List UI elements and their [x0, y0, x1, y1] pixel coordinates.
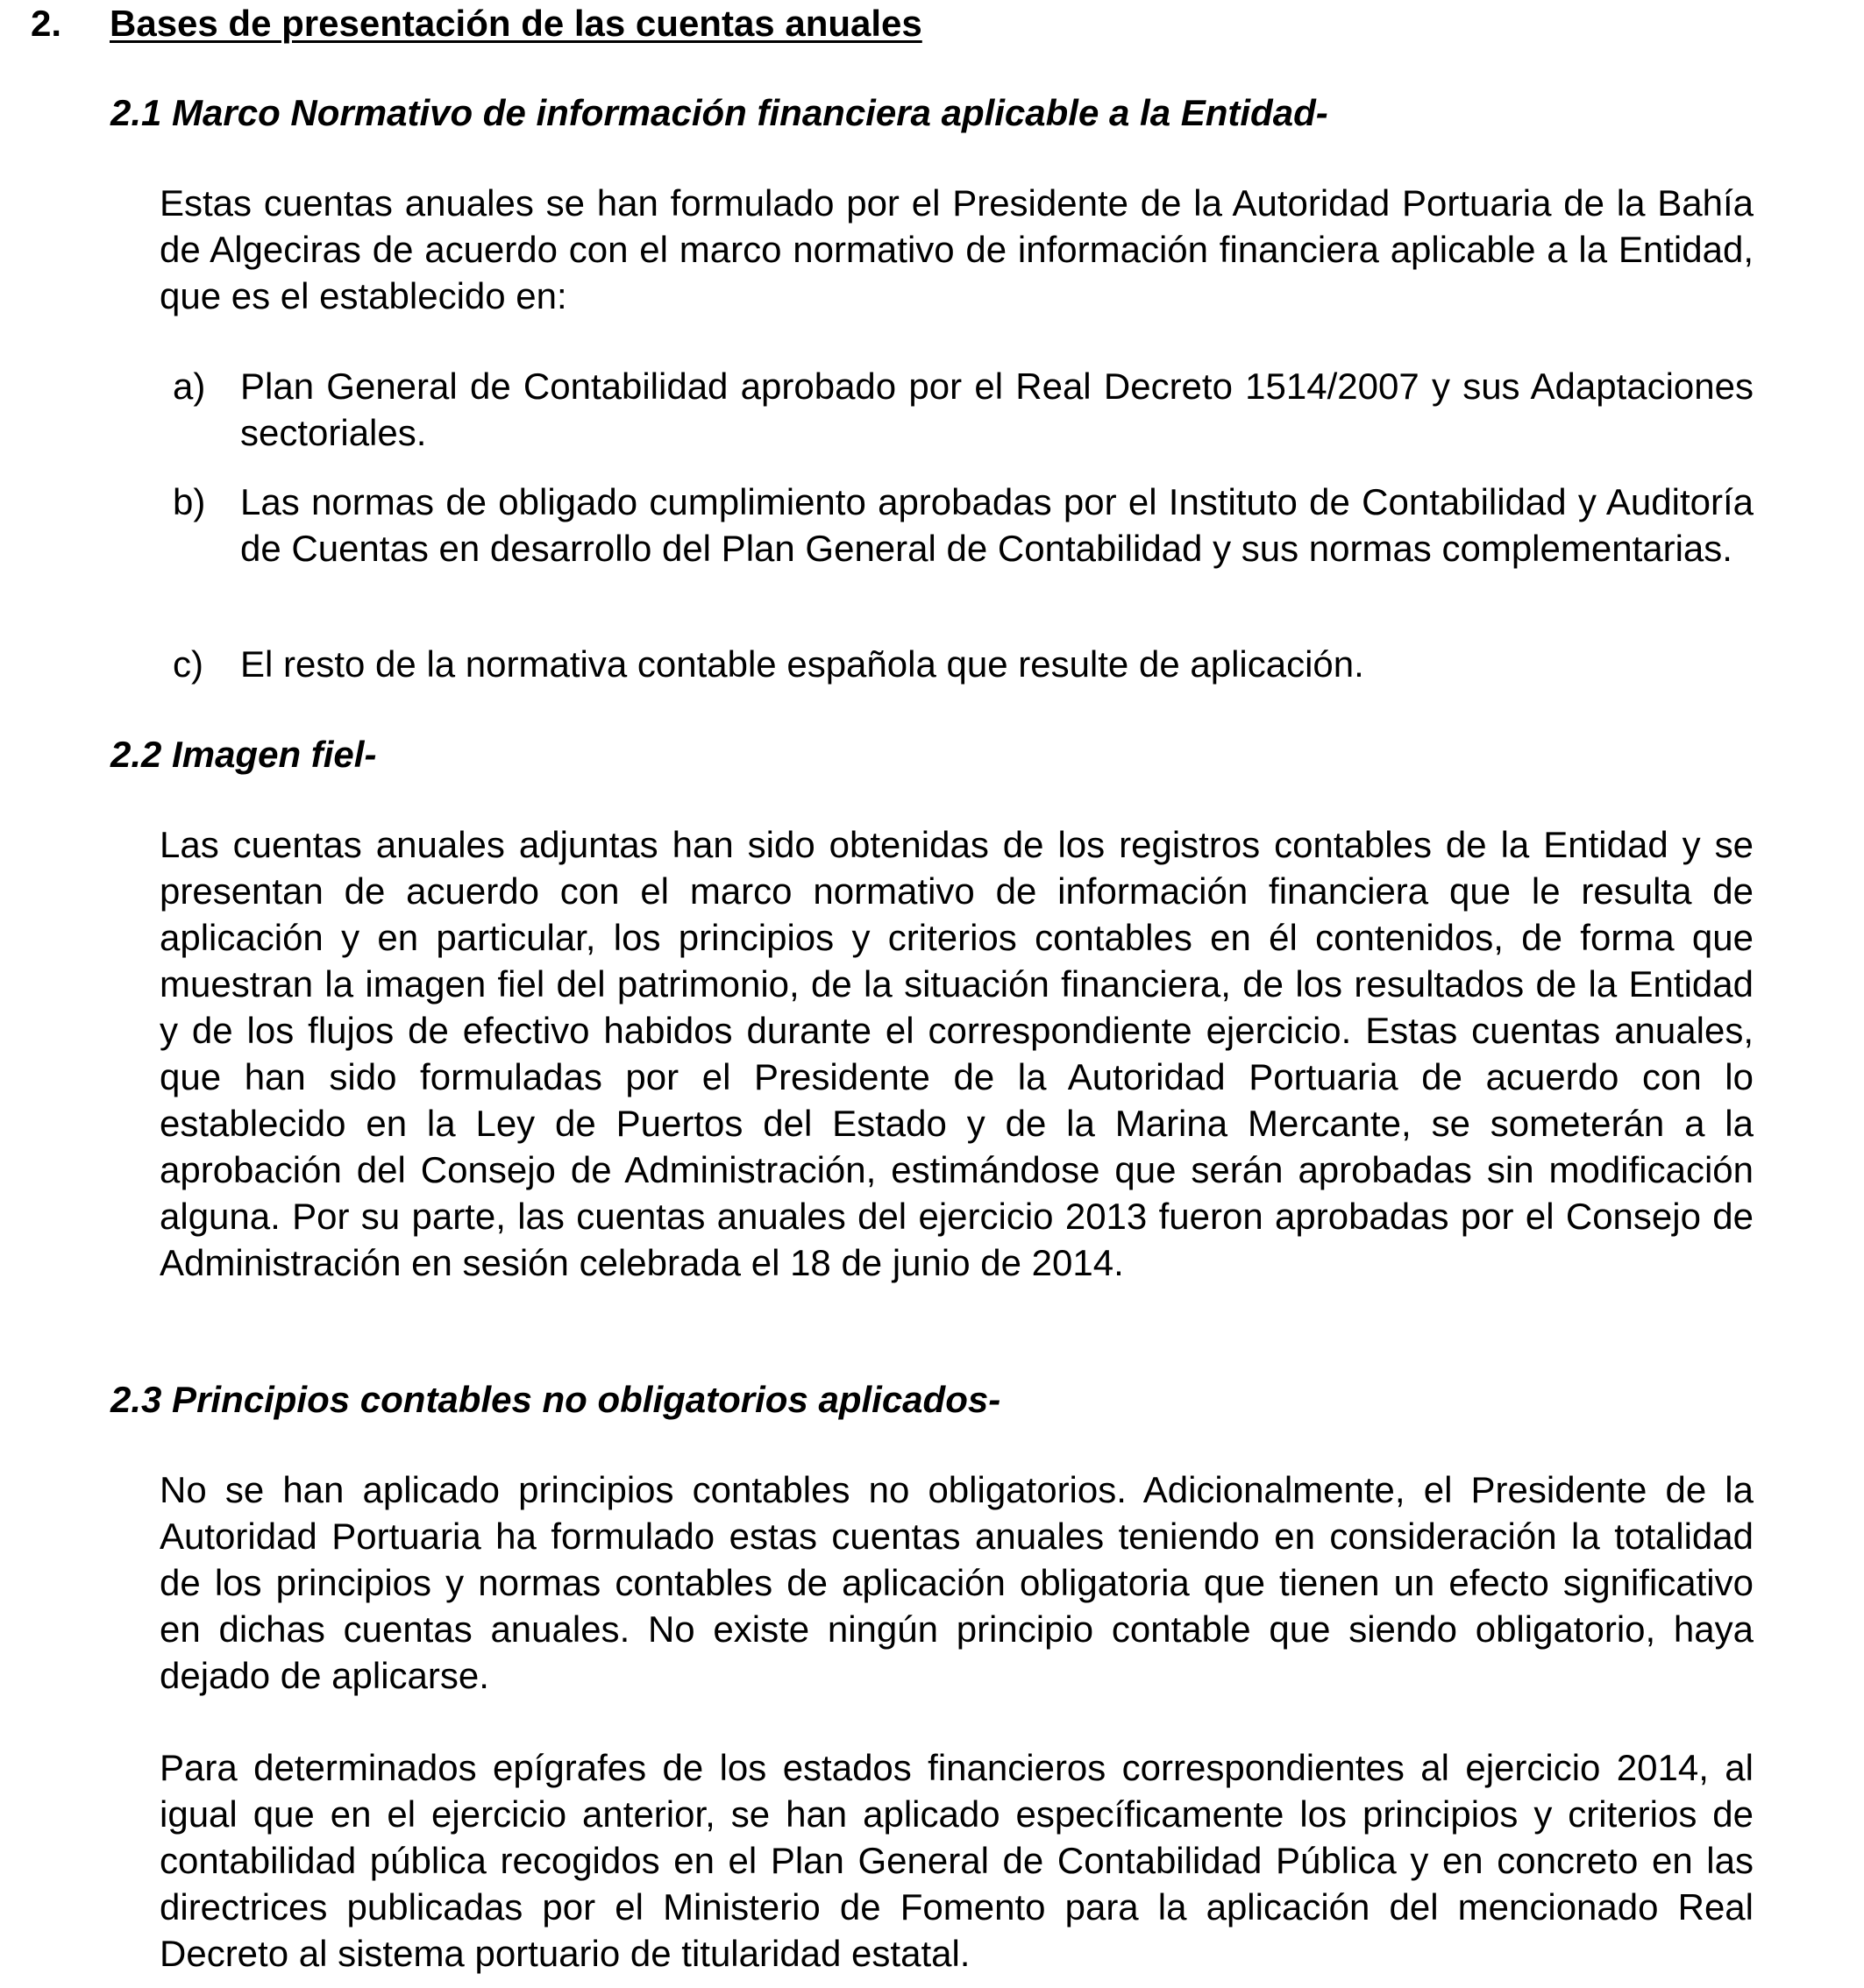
- subsection-heading-2-2: 2.2 Imagen fiel-: [110, 734, 377, 775]
- list-item-c: [173, 641, 1754, 687]
- list-item-b: [173, 479, 1754, 572]
- list-text-c: El resto de la normativa contable española que resulte de aplicación.: [240, 643, 1364, 685]
- section-title-text: Bases de presentación de las cuentas anuales: [110, 3, 922, 44]
- subsection-heading-2-3: 2.3 Principios contables no obligatorios aplicados-: [110, 1379, 1001, 1420]
- section-title: [31, 0, 922, 47]
- paragraph-principios-2: Para determinados epígrafes de los estados financieros correspondientes al ejercicio 2014, al igual que en el ejercicio anterior, se han aplicado específicamente los principios y criterios de contabilidad pública recogidos en el Plan General de Contabilidad Pública y en concreto en las directrices publicadas por el Ministerio de Fomento para la aplicación del mencionado Real Decreto al sistema portuario de titularidad estatal.: [160, 1747, 1754, 1974]
- paragraph-marco-normativo: Estas cuentas anuales se han formulado por el Presidente de la Autoridad Portuaria de la Bahía de Algeciras de acuerdo con el marco normativo de información financiera aplicable a la Entidad, que es el establecido en:: [160, 182, 1754, 316]
- list-marker-c: c): [173, 643, 203, 685]
- subsection-heading-2-1: 2.1 Marco Normativo de información financiera aplicable a la Entidad-: [110, 92, 1328, 133]
- section-number: 2.: [31, 3, 62, 44]
- list-marker-b: b): [173, 481, 206, 522]
- list-text-b: Las normas de obligado cumplimiento aprobadas por el Instituto de Contabilidad y Auditoría de Cuentas en desarrollo del Plan General de Contabilidad y sus normas complementarias.: [240, 481, 1754, 569]
- list-text-a: Plan General de Contabilidad aprobado por el Real Decreto 1514/2007 y sus Adaptaciones sectoriales.: [240, 366, 1754, 453]
- list-marker-a: a): [173, 366, 206, 407]
- paragraph-principios-1: No se han aplicado principios contables no obligatorios. Adicionalmente, el Presidente de la Autoridad Portuaria ha formulado estas cuentas anuales teniendo en consideración la totalidad de los principios y normas contables de aplicación obligatoria que tienen un efecto significativo en dichas cuentas anuales. No existe ningún principio contable que siendo obligatorio, haya dejado de aplicarse.: [160, 1469, 1754, 1696]
- list-item-a: [173, 363, 1754, 456]
- paragraph-imagen-fiel: Las cuentas anuales adjuntas han sido obtenidas de los registros contables de la Entidad y se presentan de acuerdo con el marco normativo de información financiera que le resulta de aplicación y en particular, los principios y criterios contables en él contenidos, de forma que muestran la imagen fiel del patrimonio, de la situación financiera, de los resultados de la Entidad y de los flujos de efectivo habidos durante el correspondiente ejercicio. Estas cuentas anuales, que han sido formuladas por el Presidente de la Autoridad Portuaria de acuerdo con lo establecido en la Ley de Puertos del Estado y de la Marina Mercante, se someterán a la aprobación del Consejo de Administración, estimándose que serán aprobadas sin modificación alguna. Por su parte, las cuentas anuales del ejercicio 2013 fueron aprobadas por el Consejo de Administración en sesión celebrada el 18 de junio de 2014.: [160, 824, 1754, 1283]
